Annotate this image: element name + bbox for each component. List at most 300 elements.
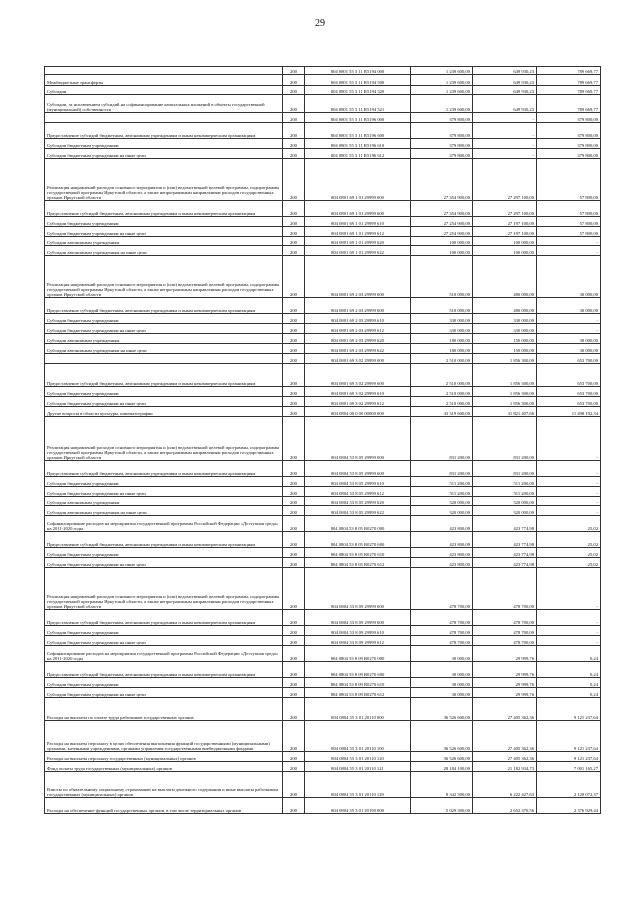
row-name-cell: Реализация направлений расходов основного мероприятия и (или) ведомственной целевой программы, подпрограммы государственной программы Иркутской области, а также непрограммным направлениям расходов государственных органов Иркутской области [45,256,283,298]
row-a-cell: 200 [283,487,305,497]
row-exec-cell: 831 200,00 [473,461,537,477]
row-plan-cell: 379 800,00 [411,139,473,149]
row-rest-cell: 30 000,00 [537,334,601,344]
row-name-cell: Реализация направлений расходов основного мероприятия и (или) ведомственной целевой программы, подпрограммы государственной программы Иркутской области, а также непрограммным направлениям расходов государственных органов Иркутской области [45,159,283,201]
row-code-cell: 804 0804 55 3 01 20110 121 [305,762,411,772]
table-row [45,636,601,646]
row-plan-cell: 27 254 900,00 [411,217,473,227]
row-rest-cell: - [537,237,601,246]
row-a-cell: 200 [283,407,305,417]
row-name-cell: Предоставление субсидий бюджетным, автономным учреждениям и иным некоммерческим организациям [45,123,283,139]
row-a-cell: 200 [283,324,305,334]
row-rest-cell: 653 700,00 [537,354,601,364]
row-code-cell: 804 0801 55 3 11 R5194 500 [305,75,411,86]
row-rest-cell: 653 700,00 [537,397,601,407]
table-row [45,461,601,477]
row-exec-cell: 649 930,23 [473,67,537,75]
row-exec-cell: 478 700,00 [473,610,537,626]
row-plan-cell: 831 200,00 [411,417,473,461]
row-rest-cell: - [537,417,601,461]
row-exec-cell: 150 000,00 [473,344,537,354]
row-code-cell: 804 0801 55 3 11 R5196 612 [305,149,411,159]
row-rest-cell: 25,02 [537,532,601,548]
row-name-cell: Расходы на выплаты по оплате труда работников государственных органов [45,698,283,721]
row-a-cell: 200 [283,201,305,217]
row-exec-cell: 1 856 300,00 [473,354,537,364]
row-plan-cell: 1 239 600,00 [411,95,473,113]
table-row [45,364,601,387]
row-rest-cell: 57 800,00 [537,217,601,227]
table-row [45,772,601,798]
row-exec-cell: 320 000,00 [473,506,537,516]
row-code-cell: 804 0801 69 3 02 29999 610 [305,387,411,397]
row-a-cell: 200 [283,417,305,461]
row-exec-cell: 27 405 362,36 [473,721,537,752]
row-plan-cell: 43 319 600,00 [411,407,473,417]
row-name-cell: Расходы на выплаты персоналу государственных (муниципальных) органов [45,752,283,762]
row-plan-cell: 2 510 000,00 [411,354,473,364]
row-a-cell: 200 [283,397,305,407]
row-name-cell: Предоставление субсидий бюджетным, автономным учреждениям и иным некоммерческим организациям [45,298,283,314]
row-name-cell: Субсидии бюджетным учреждениям на иные цели [45,636,283,646]
row-code-cell: 804 0801 55 3 11 R5196 610 [305,139,411,149]
table-row [45,256,601,298]
row-rest-cell: 57 800,00 [537,159,601,201]
table-row [45,246,601,256]
row-a-cell: 200 [283,558,305,568]
row-a-cell: 200 [283,334,305,344]
table-row [45,113,601,123]
table-row [45,721,601,752]
row-rest-cell: 789 669,77 [537,86,601,95]
row-a-cell: 200 [283,237,305,246]
row-name-cell: Субсидии бюджетным учреждениям [45,477,283,487]
row-name-cell: Субсидии бюджетным учреждениям на иные цели [45,487,283,497]
row-rest-cell: - [537,497,601,506]
row-plan-cell: 478 700,00 [411,610,473,626]
row-code-cell: 804 0801 69 1 01 29999 622 [305,246,411,256]
row-plan-cell: 30 000,00 [411,646,473,662]
row-a-cell: 200 [283,256,305,298]
row-code-cell: 804 0801 69 2 03 29999 612 [305,324,411,334]
table-body [45,67,601,814]
row-name-cell: Субсидии бюджетным учреждениям на иные цели [45,397,283,407]
row-plan-cell: 100 000,00 [411,237,473,246]
row-code-cell: 804 0804 53 8 05 R0270 000 [305,516,411,532]
row-a-cell: 200 [283,688,305,698]
row-name-cell: Расходы на выплаты персоналу в целях обеспечения выполнения функций государственными (муниципальными) органами, казенными учреждениями, органами управления государственными внебюджетными фондами [45,721,283,752]
row-plan-cell: 27 354 900,00 [411,201,473,217]
row-name-cell: Субсидии бюджетным учреждениям на иные цели [45,227,283,237]
row-rest-cell: - [537,477,601,487]
row-code-cell: 804 0804 53 8 05 29999 000 [305,417,411,461]
row-code-cell: 804 0801 55 3 11 R5194 521 [305,95,411,113]
row-code-cell: 804 0804 53 8 09 29999 600 [305,610,411,626]
row-exec-cell: 649 930,23 [473,95,537,113]
row-code-cell: 804 0804 53 8 05 29999 622 [305,506,411,516]
row-plan-cell: 180 000,00 [411,344,473,354]
row-a-cell: 200 [283,227,305,237]
row-name-cell: Субсидии бюджетным учреждениям на иные цели [45,149,283,159]
row-rest-cell: - [537,461,601,477]
row-code-cell: 804 0804 53 8 09 R0270 600 [305,662,411,678]
row-a-cell: 200 [283,149,305,159]
row-rest-cell: 9 121 237,64 [537,721,601,752]
row-plan-cell: 320 000,00 [411,497,473,506]
row-rest-cell: 0,24 [537,646,601,662]
row-name-cell: Субсидии бюджетным учреждениям [45,314,283,324]
row-exec-cell: 31 821 407,66 [473,407,537,417]
row-code-cell: 804 0804 00 0 00 00000 000 [305,407,411,417]
row-a-cell: 200 [283,497,305,506]
row-a-cell: 200 [283,626,305,636]
table-row [45,662,601,678]
row-plan-cell: 330 000,00 [411,324,473,334]
row-exec-cell: 150 000,00 [473,334,537,344]
row-name-cell: Фонд оплаты труда государственных (муниципальных) органов [45,762,283,772]
row-a-cell: 200 [283,477,305,487]
table-row [45,646,601,662]
row-plan-cell: 1 239 600,00 [411,86,473,95]
row-exec-cell: - [473,149,537,159]
table-row [45,334,601,344]
row-code-cell: 804 0801 69 3 02 29999 612 [305,397,411,407]
row-rest-cell: - [537,487,601,497]
row-exec-cell: - [473,113,537,123]
row-exec-cell: 330 000,00 [473,314,537,324]
table-row [45,678,601,688]
row-exec-cell: 1 856 300,00 [473,387,537,397]
row-code-cell: 804 0801 55 3 11 R5196 000 [305,113,411,123]
row-exec-cell: 1 856 300,00 [473,397,537,407]
row-exec-cell: 29 999,76 [473,646,537,662]
row-code-cell: 804 0804 53 8 05 R0270 612 [305,558,411,568]
row-name-cell: Субсидии автономным учреждениям [45,334,283,344]
row-code-cell: 804 0801 55 3 11 R5196 600 [305,123,411,139]
row-rest-cell: 25,02 [537,548,601,558]
row-exec-cell: 21 182 934,73 [473,762,537,772]
row-exec-cell: 423 774,98 [473,548,537,558]
table-row [45,626,601,636]
row-name-cell [45,354,283,364]
row-a-cell: 200 [283,95,305,113]
row-rest-cell: - [537,246,601,256]
row-a-cell: 200 [283,139,305,149]
table-row [45,354,601,364]
row-plan-cell: 36 526 600,00 [411,721,473,752]
row-a-cell: 200 [283,364,305,387]
table-row [45,314,601,324]
row-exec-cell: - [473,123,537,139]
row-rest-cell: 30 000,00 [537,344,601,354]
table-row [45,237,601,246]
row-plan-cell: 379 800,00 [411,123,473,139]
row-code-cell: 804 0804 53 8 09 29999 610 [305,626,411,636]
row-a-cell: 200 [283,772,305,798]
table-row [45,497,601,506]
row-code-cell: 804 0801 69 2 03 29999 622 [305,344,411,354]
table-row [45,123,601,139]
row-exec-cell: 478 700,00 [473,568,537,610]
row-a-cell: 200 [283,86,305,95]
table-row [45,75,601,86]
row-code-cell: 804 0801 69 1 01 29999 612 [305,227,411,237]
row-exec-cell: 480 000,00 [473,256,537,298]
row-name-cell: Субсидии бюджетным учреждениям на иные цели [45,688,283,698]
row-plan-cell: 2 510 000,00 [411,387,473,397]
row-code-cell: 804 0804 55 3 01 20110 120 [305,752,411,762]
row-plan-cell: 36 526 600,00 [411,698,473,721]
row-plan-cell: 30 000,00 [411,662,473,678]
row-plan-cell: 510 000,00 [411,256,473,298]
row-plan-cell: 831 200,00 [411,461,473,477]
row-exec-cell: 27 297 100,00 [473,159,537,201]
row-a-cell: 200 [283,123,305,139]
row-a-cell: 200 [283,798,305,814]
row-code-cell: 804 0801 69 2 03 29999 000 [305,256,411,298]
row-code-cell: 804 0804 53 8 05 R0270 610 [305,548,411,558]
table-row [45,387,601,397]
row-name-cell: Субсидии автономным учреждениям [45,497,283,506]
row-plan-cell: 478 700,00 [411,636,473,646]
row-rest-cell: 379 800,00 [537,149,601,159]
row-exec-cell: 423 774,98 [473,516,537,532]
row-a-cell: 200 [283,752,305,762]
row-name-cell [45,67,283,75]
row-code-cell: 804 0804 53 8 09 R0270 000 [305,646,411,662]
table-row [45,568,601,610]
row-code-cell: 804 0804 53 8 09 R0270 610 [305,678,411,688]
row-a-cell: 200 [283,461,305,477]
row-rest-cell: 9 121 237,64 [537,698,601,721]
row-exec-cell: 27 197 100,00 [473,227,537,237]
row-name-cell: Взносы по обязательному социальному страхованию на выплаты денежного содержания и иные выплаты работникам государственных (муниципальных) органов [45,772,283,798]
row-rest-cell: 0,24 [537,678,601,688]
table-row [45,227,601,237]
row-code-cell: 804 0801 69 2 03 29999 620 [305,334,411,344]
row-rest-cell: - [537,610,601,626]
row-name-cell: Субсидии бюджетным учреждениям [45,139,283,149]
row-a-cell: 200 [283,698,305,721]
table-row [45,477,601,487]
row-name-cell: Реализация направлений расходов основного мероприятия и (или) ведомственной целевой программы, подпрограммы государственной программы Иркутской области, а также непрограммным направлениям расходов государственных органов Иркутской области [45,417,283,461]
row-exec-cell: - [473,139,537,149]
row-rest-cell: 2 376 929,44 [537,798,601,814]
row-exec-cell: 511 200,00 [473,487,537,497]
row-exec-cell: 27 297 100,00 [473,201,537,217]
table-row [45,201,601,217]
row-code-cell: 804 0801 69 1 01 29999 620 [305,237,411,246]
row-plan-cell: 5 029 300,00 [411,798,473,814]
row-plan-cell: 27 254 900,00 [411,227,473,237]
row-a-cell: 200 [283,721,305,752]
row-exec-cell: 511 200,00 [473,477,537,487]
row-a-cell: 200 [283,678,305,688]
row-a-cell: 200 [283,662,305,678]
row-name-cell: Субсидии бюджетным учреждениям [45,217,283,227]
table-row [45,67,601,75]
row-rest-cell: 30 000,00 [537,256,601,298]
row-plan-cell: 28 184 100,00 [411,762,473,772]
row-name-cell: Расходы на обеспечение функций государственных органов, в том числе территориальных органов [45,798,283,814]
table-row [45,610,601,626]
row-name-cell: Софинансирование расходов на мероприятия государственной программы Российской Федерации «Доступная среда» на 2011-2020 годы [45,646,283,662]
row-name-cell: Софинансирование расходов на мероприятия государственной программы Российской Федерации «Доступная среда» на 2011-2020 годы [45,516,283,532]
row-exec-cell: 330 000,00 [473,324,537,334]
row-exec-cell: 423 774,98 [473,532,537,548]
row-code-cell: 804 0801 69 1 01 29999 600 [305,201,411,217]
row-plan-cell: 510 000,00 [411,298,473,314]
row-name-cell: Субсидии автономным учреждениям на иные цели [45,344,283,354]
row-exec-cell: 423 774,98 [473,558,537,568]
row-rest-cell: 789 669,77 [537,67,601,75]
row-exec-cell: 29 999,76 [473,688,537,698]
row-code-cell: 804 0804 53 8 05 R0270 600 [305,532,411,548]
table-row [45,159,601,201]
table-row [45,798,601,814]
table-row [45,688,601,698]
row-a-cell: 200 [283,246,305,256]
row-code-cell: 804 0801 55 3 11 R5194 520 [305,86,411,95]
row-plan-cell: 2 510 000,00 [411,364,473,387]
row-code-cell: 804 0804 53 8 05 29999 620 [305,497,411,506]
row-plan-cell: 423 800,00 [411,548,473,558]
row-a-cell: 200 [283,344,305,354]
row-a-cell: 200 [283,646,305,662]
row-a-cell: 200 [283,314,305,324]
row-a-cell: 200 [283,568,305,610]
row-code-cell: 804 0801 69 1 01 29999 000 [305,159,411,201]
row-code-cell: 804 0804 53 8 09 R0270 612 [305,688,411,698]
row-rest-cell: 25,02 [537,558,601,568]
row-rest-cell: 379 800,00 [537,139,601,149]
row-name-cell: Субсидии автономным учреждениям на иные цели [45,506,283,516]
row-name-cell: Предоставление субсидий бюджетным, автономным учреждениям и иным некоммерческим организациям [45,662,283,678]
table-row [45,698,601,721]
row-exec-cell: 649 930,23 [473,86,537,95]
row-name-cell: Предоставление субсидий бюджетным, автономным учреждениям и иным некоммерческим организациям [45,364,283,387]
row-name-cell: Субсидии автономным учреждениям на иные цели [45,246,283,256]
row-exec-cell: 478 700,00 [473,636,537,646]
row-a-cell: 200 [283,506,305,516]
row-code-cell: 804 0804 53 8 05 29999 600 [305,461,411,477]
row-name-cell: Субсидии бюджетным учреждениям [45,626,283,636]
row-rest-cell: - [537,568,601,610]
row-code-cell: 804 0801 69 2 03 29999 610 [305,314,411,324]
table-row [45,139,601,149]
table-row [45,532,601,548]
row-name-cell: Предоставление субсидий бюджетным, автономным учреждениям и иным некоммерческим организациям [45,532,283,548]
table-row [45,558,601,568]
row-rest-cell: 2 120 072,37 [537,772,601,798]
row-exec-cell: 478 700,00 [473,626,537,636]
row-rest-cell: - [537,626,601,636]
row-code-cell: 804 0801 55 3 11 R5194 000 [305,67,411,75]
table-row [45,95,601,113]
row-code-cell: 804 0801 69 3 02 29999 600 [305,364,411,387]
row-code-cell: 804 0804 55 3 01 20190 000 [305,798,411,814]
row-a-cell: 200 [283,532,305,548]
row-a-cell: 200 [283,217,305,227]
row-code-cell: 804 0801 69 1 01 29999 610 [305,217,411,227]
row-exec-cell: 27 405 362,36 [473,752,537,762]
row-plan-cell: 36 526 600,00 [411,752,473,762]
table-row [45,752,601,762]
row-rest-cell: 11 498 192,34 [537,407,601,417]
row-a-cell: 200 [283,516,305,532]
row-rest-cell: 653 700,00 [537,364,601,387]
row-plan-cell: 423 800,00 [411,516,473,532]
table-row [45,548,601,558]
page-number: 29 [315,18,325,29]
table-row [45,506,601,516]
row-name-cell: Субсидии, за исключением субсидий на софинансирование капитальных вложений в объекты государственной (муниципальной) собственности [45,95,283,113]
row-exec-cell: 320 000,00 [473,497,537,506]
row-exec-cell: 1 856 300,00 [473,364,537,387]
row-plan-cell: 423 800,00 [411,558,473,568]
row-rest-cell: 7 001 165,27 [537,762,601,772]
row-rest-cell: 789 669,77 [537,95,601,113]
row-a-cell: 200 [283,548,305,558]
row-rest-cell: 9 121 237,64 [537,752,601,762]
table-row [45,516,601,532]
row-a-cell: 200 [283,67,305,75]
row-exec-cell: 6 222 427,63 [473,772,537,798]
table-row [45,86,601,95]
row-plan-cell: 8 342 500,00 [411,772,473,798]
row-name-cell: Субсидии бюджетным учреждениям на иные цели [45,558,283,568]
table-row [45,762,601,772]
row-rest-cell: 25,02 [537,516,601,532]
row-plan-cell: 1 239 600,00 [411,67,473,75]
row-plan-cell: 379 800,00 [411,149,473,159]
row-code-cell: 804 0804 55 3 01 20110 000 [305,698,411,721]
row-name-cell: Субсидии автономным учреждениям [45,237,283,246]
row-a-cell: 200 [283,75,305,86]
row-name-cell: Субсидии [45,86,283,95]
row-name-cell: Другие вопросы в области культуры, кинематографии [45,407,283,417]
table-row [45,324,601,334]
row-code-cell: 804 0801 69 3 02 29999 000 [305,354,411,364]
row-name-cell: Реализация направлений расходов основного мероприятия и (или) ведомственной целевой программы, подпрограммы государственной программы Иркутской области, а также непрограммным направлениям расходов государственных органов Иркутской области [45,568,283,610]
row-a-cell: 200 [283,610,305,626]
row-plan-cell: 1 239 600,00 [411,75,473,86]
row-rest-cell: 789 669,77 [537,75,601,86]
row-name-cell: Субсидии бюджетным учреждениям [45,548,283,558]
row-code-cell: 804 0804 53 8 05 29999 612 [305,487,411,497]
row-plan-cell: 180 000,00 [411,334,473,344]
row-rest-cell: - [537,636,601,646]
row-code-cell: 804 0804 53 8 05 29999 610 [305,477,411,487]
row-a-cell: 200 [283,636,305,646]
row-exec-cell: 100 000,00 [473,237,537,246]
row-code-cell: 804 0804 53 8 09 29999 612 [305,636,411,646]
table-row [45,298,601,314]
row-a-cell: 200 [283,113,305,123]
row-a-cell: 200 [283,762,305,772]
row-plan-cell: 511 200,00 [411,477,473,487]
row-rest-cell: 0,24 [537,688,601,698]
table-row [45,217,601,227]
row-a-cell: 200 [283,159,305,201]
row-plan-cell: 511 200,00 [411,487,473,497]
row-exec-cell: 649 930,23 [473,75,537,86]
row-exec-cell: 100 000,00 [473,246,537,256]
row-rest-cell: - [537,506,601,516]
row-rest-cell: 30 000,00 [537,298,601,314]
table-row [45,149,601,159]
row-exec-cell: 29 999,76 [473,662,537,678]
